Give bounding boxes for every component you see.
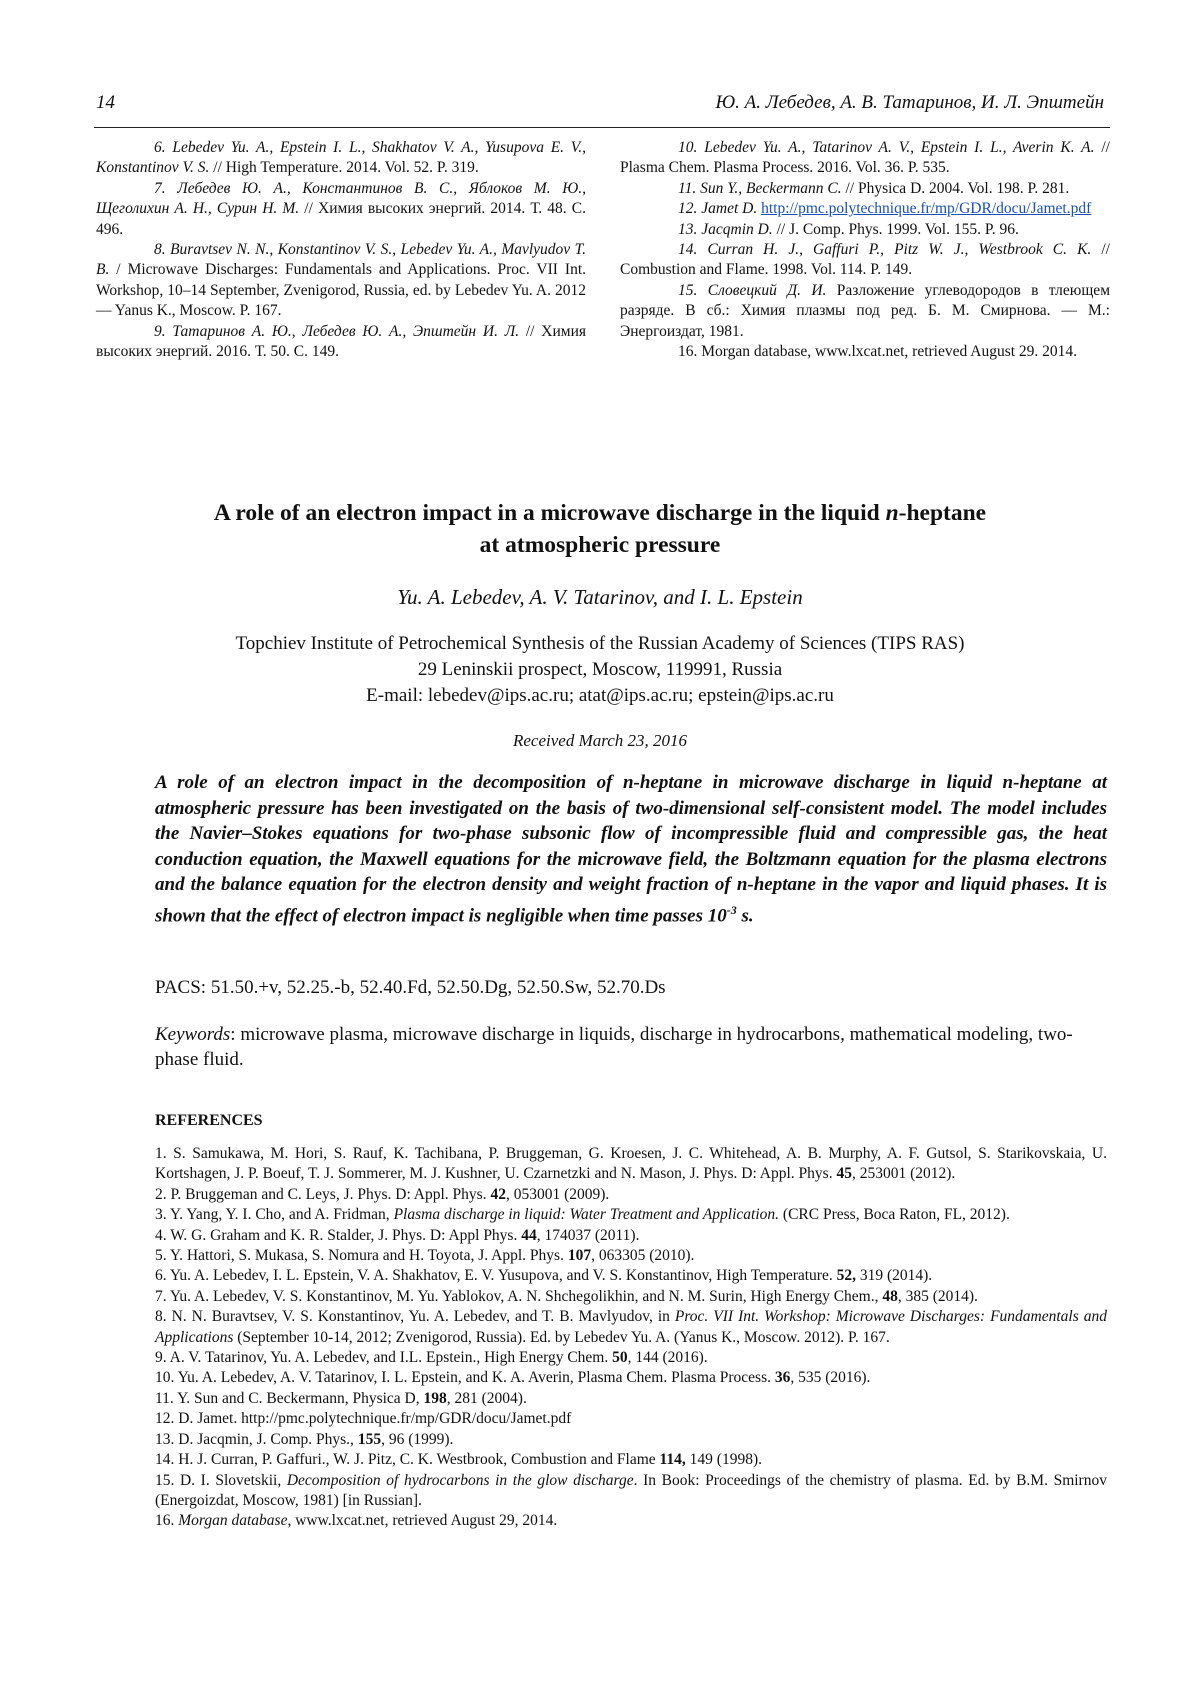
reference-text-end: , 96 (1999). <box>381 1430 454 1448</box>
reference-text: 2. P. Bruggeman and C. Leys, J. Phys. D: Appl. Phys. <box>155 1185 491 1203</box>
reference-text: 3. Y. Yang, Y. I. Cho, and A. Fridman, <box>155 1206 394 1224</box>
prev-reference-item <box>96 138 586 179</box>
pacs-codes: PACS: 51.50.+v, 52.25.-b, 52.40.Fd, 52.50.Dg, 52.50.Sw, 52.70.Ds <box>155 977 666 998</box>
reference-volume: 155 <box>357 1430 382 1448</box>
reference-item <box>155 1348 1107 1368</box>
reference-item <box>155 1287 1107 1307</box>
reference-item <box>155 1409 1107 1429</box>
reference-text: 11. Y. Sun and C. Beckermann, Physica D, <box>155 1389 424 1407</box>
prev-reference-authors: 15. Словецкий Д. И. <box>678 281 827 299</box>
keywords: Keywords: microwave plasma, microwave discharge in liquids, discharge in hydrocarbons, mathematical modeling, two-phase fluid. <box>155 1024 1073 1070</box>
references-list <box>155 1144 1107 1532</box>
prev-reference-item <box>620 220 1110 240</box>
article-authors: Yu. A. Lebedev, A. V. Tatarinov, and I. L. Epstein <box>397 585 803 609</box>
reference-text-end: 149 (1998). <box>685 1451 762 1469</box>
reference-text-end: , 174037 (2011). <box>536 1226 640 1244</box>
prev-reference-item <box>620 281 1110 342</box>
reference-item <box>155 1450 1107 1470</box>
reference-volume: 50 <box>612 1349 628 1367</box>
prev-reference-text: // Plasma Chem. Plasma Process. 2016. Vol. 36. P. 535. <box>620 139 1110 177</box>
abstract: A role of an electron impact in the decomposition of n-heptane in microwave discharge in liquid n-heptane at atmospheric pressure has been investigated on the basis of two-dimensional self-consistent model. The model includes the Navier–Stokes equations for two-phase subsonic flow of incompressible fluid and compressible gas, the heat conduction equation, the Maxwell equations for the microwave field, the Boltzmann equation for the plasma electrons and the balance equation for the electron density and weight fraction of n-heptane in the vapor and liquid phases. It is shown that the effect of electron impact is negligible when time passes $10^{-3}$ s. <box>155 772 1107 927</box>
prev-reference-authors: 7. Лебедев Ю. А., Константинов В. С., Яблоков М. Ю., Щеголихин А. Н., Сурин Н. М. <box>96 179 586 218</box>
reference-text-end: , 253001 (2012). <box>851 1165 956 1183</box>
reference-item <box>155 1205 1107 1225</box>
references-heading: REFERENCES <box>155 1112 263 1129</box>
reference-text-end: (CRC Press, Boca Raton, FL, 2012). <box>779 1206 1010 1224</box>
prev-reference-text: // Химия высоких энергий. 2016. Т. 50. С. 149. <box>96 322 586 361</box>
reference-item <box>155 1144 1107 1185</box>
reference-item <box>155 1185 1107 1205</box>
prev-reference-authors: 11. Sun Y., Beckermann C. <box>678 179 842 197</box>
reference-link[interactable]: http://pmc.polytechnique.fr/mp/GDR/docu/Jamet.pdf <box>761 200 1092 218</box>
reference-item <box>155 1389 1107 1409</box>
reference-text: 7. Yu. A. Lebedev, V. S. Konstantinov, M. Yu. Yablokov, A. N. Shchegolikhin, and N. M. Surin, High Energy Chem., <box>155 1287 883 1305</box>
prev-reference-authors: 9. Татаринов А. Ю., Лебедев Ю. А., Эпштейн И. Л. <box>154 322 520 340</box>
prev-reference-authors: 12. Jamet D. <box>678 200 758 218</box>
reference-volume: 198 <box>423 1389 447 1407</box>
prev-reference-item <box>96 240 586 322</box>
prev-reference-text: // Химия высоких энергий. 2014. Т. 48. С. 496. <box>96 200 586 238</box>
reference-volume: 44 <box>521 1226 537 1244</box>
reference-text-end: (September 10-14, 2012; Zvenigorod, Russia). Ed. by Lebedev Yu. A. (Yanus K., Moscow. 2012). P. 167. <box>233 1328 890 1346</box>
reference-item <box>155 1226 1107 1246</box>
prev-reference-text: // High Temperature. 2014. Vol. 52. P. 319. <box>209 159 479 177</box>
reference-item <box>155 1368 1107 1388</box>
reference-text: 12. D. Jamet. http://pmc.polytechnique.fr/mp/GDR/docu/Jamet.pdf <box>155 1410 572 1428</box>
reference-text: 10. Yu. A. Lebedev, A. V. Tatarinov, I. L. Epstein, and K. A. Averin, Plasma Chem. Plasma Process. <box>155 1369 775 1387</box>
reference-item <box>155 1471 1107 1512</box>
prev-references-left-column <box>96 138 586 362</box>
prev-reference-text: 16. Morgan database, www.lxcat.net, retrieved August 29. 2014. <box>678 343 1078 361</box>
prev-reference-item <box>620 138 1110 179</box>
page-number: 14 <box>96 92 115 113</box>
reference-volume: 42 <box>490 1185 506 1203</box>
reference-text-end: , www.lxcat.net, retrieved August 29, 2014. <box>287 1512 558 1530</box>
reference-text-end: , 535 (2016). <box>790 1369 871 1387</box>
reference-text: 13. D. Jacqmin, J. Comp. Phys., <box>155 1430 358 1448</box>
reference-text-end: . In Book: Proceedings of the chemistry of plasma. Ed. by B.M. Smirnov (Energoizdat, Moscow, 1981) [in Russian]. <box>155 1471 1107 1509</box>
reference-text: 5. Y. Hattori, S. Mukasa, S. Nomura and H. Toyota, J. Appl. Phys. <box>155 1247 568 1265</box>
prev-reference-item <box>620 179 1110 199</box>
reference-italic-title: Decomposition of hydrocarbons in the glow discharge <box>286 1471 634 1489</box>
author-emails: E-mail: lebedev@ips.ac.ru; atat@ips.ac.ru; epstein@ips.ac.ru <box>366 685 834 706</box>
prev-reference-text: / Microwave Discharges: Fundamentals and Applications. Proc. VII Int. Workshop, 10–14 September, Zvenigorod, Russia, ed. by Lebedev Yu. A. 2012 — Yanus K., Moscow. P. 167. <box>96 261 586 320</box>
reference-text-end: , 385 (2014). <box>897 1287 978 1305</box>
reference-italic-title: Proc. VII Int. Workshop: Microwave Discharges: Fundamentals and Applications <box>155 1308 1107 1346</box>
reference-text-end: , 281 (2004). <box>446 1389 527 1407</box>
reference-text-end: , 144 (2016). <box>627 1349 708 1367</box>
reference-item <box>155 1430 1107 1450</box>
reference-text-end: , 053001 (2009). <box>505 1185 610 1203</box>
reference-volume: 36 <box>774 1369 791 1387</box>
prev-reference-authors: 14. Curran H. J., Gaffuri P., Pitz W. J., Westbrook C. K. <box>678 241 1092 259</box>
prev-reference-item <box>620 240 1110 281</box>
prev-reference-item <box>96 179 586 240</box>
prev-reference-text: // J. Comp. Phys. 1999. Vol. 155. P. 96. <box>772 220 1019 238</box>
prev-reference-authors: 13. Jacqmin D. <box>678 220 773 238</box>
prev-reference-authors: 6. Lebedev Yu. A., Epstein I. L., Shakhatov V. A., Yusupova E. V., Konstantinov V. S. <box>96 139 586 177</box>
received-date: Received March 23, 2016 <box>512 731 688 750</box>
reference-text: 9. A. V. Tatarinov, Yu. A. Lebedev, and I.L. Epstein., High Energy Chem. <box>155 1349 613 1367</box>
reference-volume: 107 <box>567 1247 592 1265</box>
header-rule <box>94 127 1110 128</box>
reference-text: 4. W. G. Graham and K. R. Stalder, J. Phys. D: Appl Phys. <box>155 1226 522 1244</box>
reference-italic-title: Morgan database <box>178 1512 288 1530</box>
prev-reference-item <box>620 199 1110 219</box>
prev-reference-authors: 10. Lebedev Yu. A., Tatarinov A. V., Epstein I. L., Averin K. A. <box>678 139 1095 156</box>
prev-reference-item <box>96 322 586 363</box>
article-title: A role of an electron impact in a microwave discharge in the liquid n-heptane at atmospheric pressure <box>213 500 987 558</box>
reference-volume: 45 <box>836 1165 852 1183</box>
reference-text: 8. N. N. Buravtsev, V. S. Konstantinov, Yu. A. Lebedev, and T. B. Mavlyudov, in <box>155 1308 675 1326</box>
prev-reference-item <box>620 342 1110 362</box>
reference-text: 1. S. Samukawa, M. Hori, S. Rauf, K. Tachibana, P. Bruggeman, G. Kroesen, J. C. Whitehead, A. B. Murphy, A. F. Gutsol, S. Starikovskaia, U. Kortshagen, J. P. Boeuf, T. J. Sommerer, M. J. Kushner, U. Czarnetzki and N. Mason, J. Phys. D: Appl. Phys. <box>155 1145 1107 1183</box>
reference-text: 16. <box>155 1512 179 1530</box>
reference-italic-title: Plasma discharge in liquid: Water Treatment and Application. <box>393 1206 780 1224</box>
reference-text: 15. D. I. Slovetskii, <box>155 1471 287 1489</box>
reference-volume: 48 <box>882 1287 898 1305</box>
reference-text-end: 319 (2014). <box>855 1267 933 1285</box>
affiliation <box>100 631 1100 709</box>
prev-reference-text: // Combustion and Flame. 1998. Vol. 114. P. 149. <box>620 241 1110 279</box>
reference-text: 14. H. J. Curran, P. Gaffuri., W. J. Pitz, C. K. Westbrook, Combustion and Flame <box>155 1451 660 1469</box>
reference-volume: 52, <box>836 1267 856 1285</box>
prev-reference-text: Разложение углеводородов в тлеющем разряде. В сб.: Химия плазмы под ред. Б. М. Смирнова. — М.: Энергоиздат, 1981. <box>620 281 1110 340</box>
reference-volume: 114, <box>659 1451 686 1469</box>
reference-item <box>155 1307 1107 1348</box>
reference-item <box>155 1266 1107 1286</box>
prev-references-right-column <box>620 138 1110 362</box>
running-title: Ю. А. Лебедев, А. В. Татаринов, И. Л. Эпштейн <box>715 92 1104 113</box>
affiliation-institute: Topchiev Institute of Petrochemical Synthesis of the Russian Academy of Sciences (TIPS RAS) <box>235 633 965 654</box>
reference-text: 6. Yu. A. Lebedev, I. L. Epstein, V. A. Shakhatov, E. V. Yusupova, and V. S. Konstantinov, High Temperature. <box>155 1267 837 1285</box>
reference-item <box>155 1511 1107 1531</box>
prev-reference-authors: 8. Buravtsev N. N., Konstantinov V. S., Lebedev Yu. A., Mavlyudov T. B. <box>96 241 586 279</box>
affiliation-address: 29 Leninskii prospect, Moscow, 119991, Russia <box>417 659 783 680</box>
reference-text-end: , 063305 (2010). <box>591 1247 695 1265</box>
prev-reference-text: // Physica D. 2004. Vol. 198. P. 281. <box>841 179 1070 197</box>
reference-item <box>155 1246 1107 1266</box>
